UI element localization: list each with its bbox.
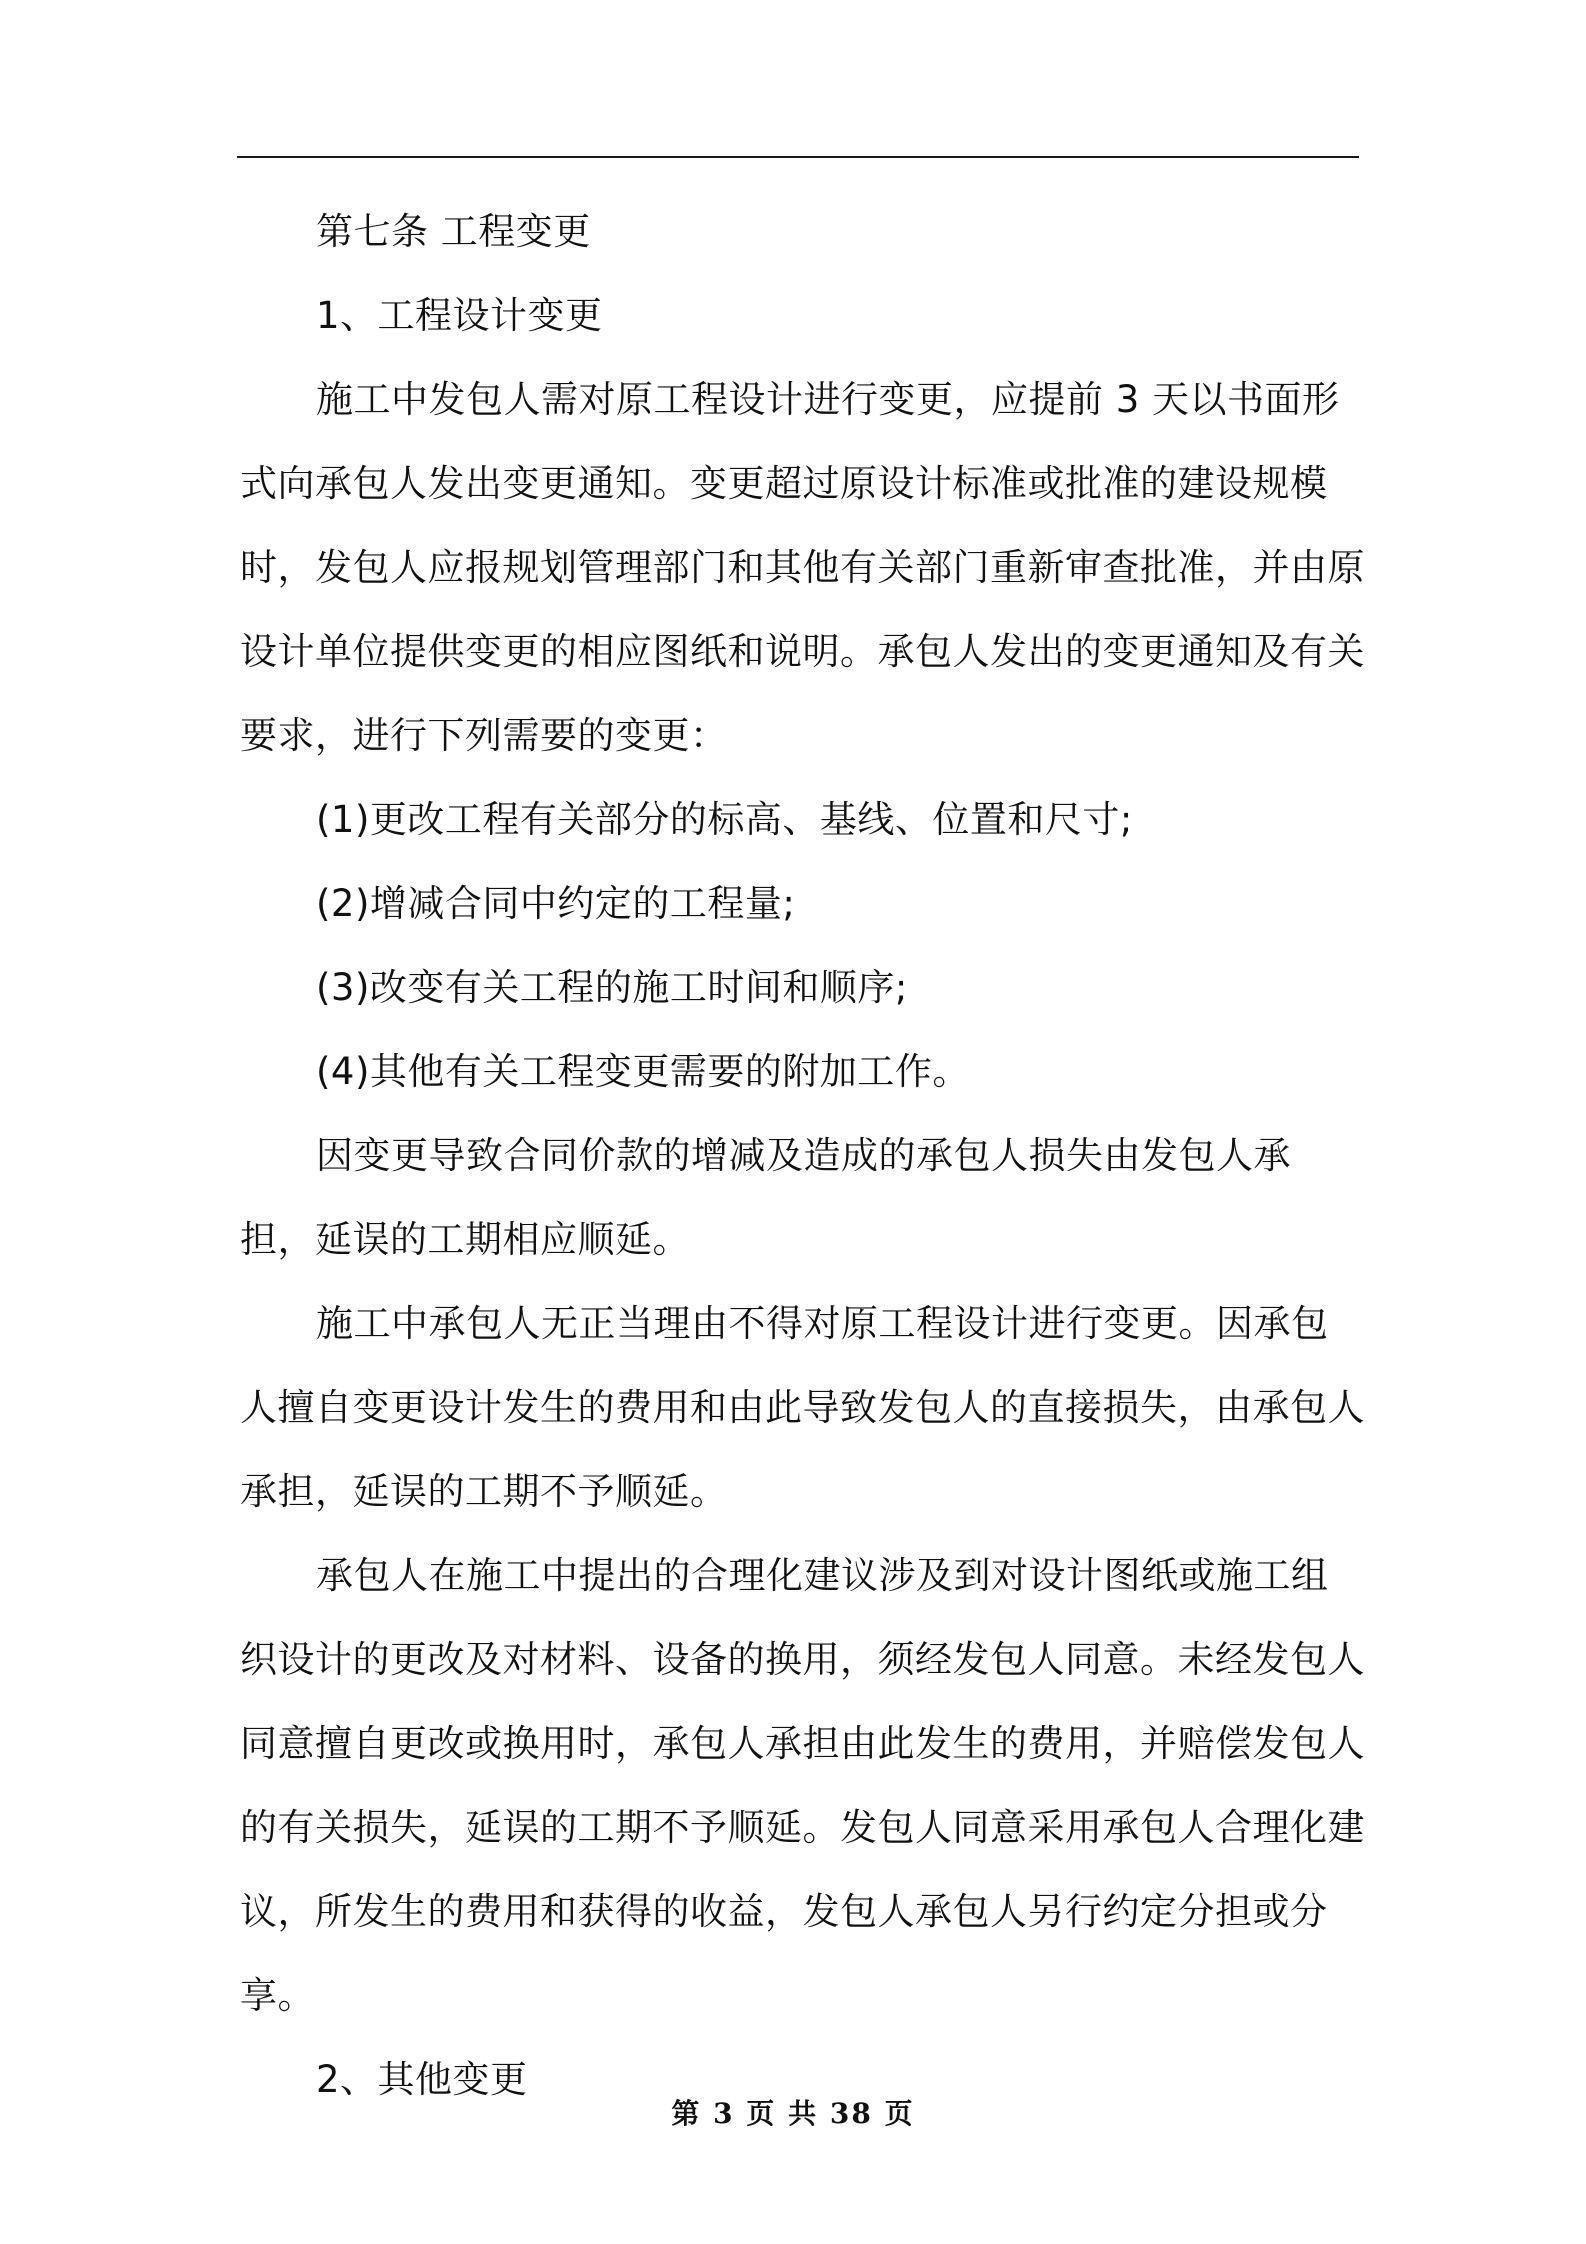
paragraph: 因变更导致合同价款的增减及造成的承包人损失由发包人承担，延误的工期相应顺延。 — [240, 1134, 1291, 1261]
header-rule — [237, 156, 1359, 158]
list-item: (2)增减合同中约定的工程量; — [316, 882, 796, 925]
list-item: (1)更改工程有关部分的标高、基线、位置和尺寸; — [316, 798, 1133, 841]
article-heading: 第七条 工程变更 — [316, 210, 591, 253]
paragraph: 施工中发包人需对原工程设计进行变更，应提前 3 天以书面形式向承包人发出变更通知。变更超过原设计标准或批准的建设规模时，发包人应报规划管理部门和其他有关部门重新审查批准，并由原设计单位提供变更的相应图纸和说明。承包人发出的变更通知及有关要求，进行下列需要的变更： — [240, 378, 1365, 757]
paragraph: 施工中承包人无正当理由不得对原工程设计进行变更。因承包人擅自变更设计发生的费用和由此导致发包人的直接损失，由承包人承担，延误的工期不予顺延。 — [240, 1302, 1365, 1513]
section-heading: 2、其他变更 — [316, 2058, 528, 2101]
list-item: (4)其他有关工程变更需要的附加工作。 — [316, 1050, 970, 1093]
section-heading: 1、工程设计变更 — [316, 294, 603, 337]
document-body — [240, 190, 1365, 2122]
paragraph: 承包人在施工中提出的合理化建议涉及到对设计图纸或施工组织设计的更改及对材料、设备的换用，须经发包人同意。未经发包人同意擅自更改或换用时，承包人承担由此发生的费用，并赔偿发包人的有关损失，延误的工期不予顺延。发包人同意采用承包人合理化建议，所发生的费用和获得的收益，发包人承包人另行约定分担或分享。 — [240, 1554, 1365, 2017]
page-number: 第 3 页 共 38 页 — [671, 2097, 915, 2130]
list-item: (3)改变有关工程的施工时间和顺序; — [316, 966, 908, 1009]
